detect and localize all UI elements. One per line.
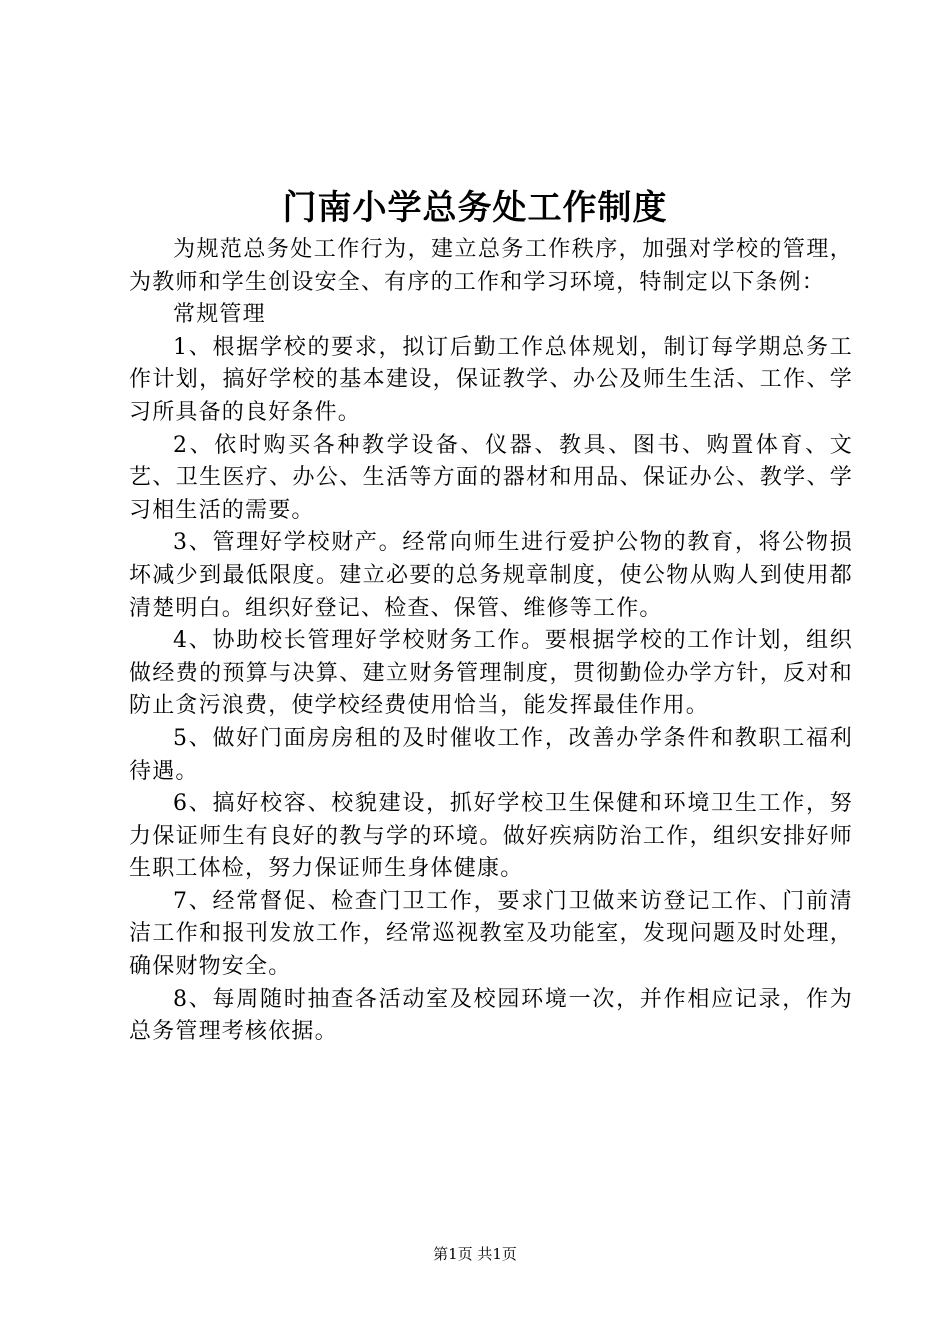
document-body	[129, 234, 853, 1049]
rule-item-8: 8、每周随时抽查各活动室及校园环境一次，并作相应记录，作为总务管理考核依据。	[129, 986, 853, 1045]
section-heading: 常规管理	[173, 302, 266, 328]
rule-item-2: 2、依时购买各种教学设备、仪器、教具、图书、购置体育、文艺、卫生医疗、办公、生活等方面的器材和用品、保证办公、教学、学习相生活的需要。	[129, 432, 853, 523]
page-footer: 第1页 共1页	[433, 1245, 517, 1263]
rule-item-5: 5、做好门面房房租的及时催收工作，改善办学条件和教职工福利待遇。	[129, 725, 853, 784]
rule-item-4: 4、协助校长管理好学校财务工作。要根据学校的工作计划，组织做经费的预算与决算、建立财务管理制度，贯彻勤俭办学方针，反对和防止贪污浪费，使学校经费使用恰当，能发挥最佳作用。	[129, 628, 853, 719]
document-title: 门南小学总务处工作制度	[282, 188, 668, 228]
intro-paragraph: 为规范总务处工作行为，建立总务工作秩序，加强对学校的管理，为教师和学生创设安全、有序的工作和学习环境，特制定以下条例：	[129, 237, 853, 295]
rule-item-3: 3、管理好学校财产。经常向师生进行爱护公物的教育，将公物损坏减少到最低限度。建立必要的总务规章制度，使公物从购人到使用都清楚明白。组织好登记、检查、保管、维修等工作。	[129, 530, 853, 621]
rule-item-6: 6、搞好校容、校貌建设，抓好学校卫生保健和环境卫生工作，努力保证师生有良好的教与学的环境。做好疾病防治工作，组织安排好师生职工体检，努力保证师生身体健康。	[129, 791, 853, 882]
rule-item-7: 7、经常督促、检查门卫工作，要求门卫做来访登记工作、门前清洁工作和报刊发放工作，经常巡视教室及功能室，发现问题及时处理，确保财物安全。	[129, 888, 853, 980]
rule-item-1: 1、根据学校的要求，拟订后勤工作总体规划，制订每学期总务工作计划，搞好学校的基本建设，保证教学、办公及师生生活、工作、学习所具备的良好条件。	[129, 334, 853, 425]
